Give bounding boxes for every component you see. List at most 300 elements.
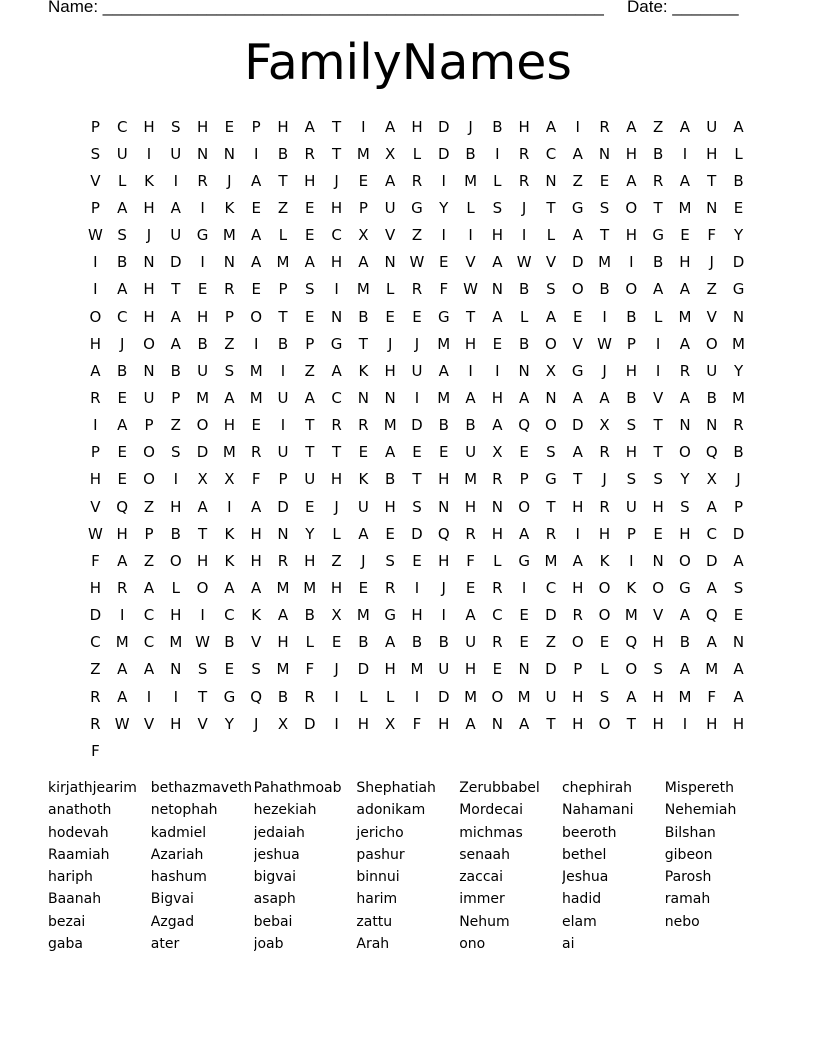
grid-letter[interactable]: A bbox=[385, 117, 396, 136]
grid-letter[interactable]: L bbox=[493, 171, 502, 190]
grid-letter[interactable]: E bbox=[492, 334, 503, 353]
grid-letter[interactable]: T bbox=[331, 443, 342, 462]
grid-letter[interactable]: V bbox=[572, 334, 583, 353]
grid-letter[interactable]: H bbox=[572, 578, 584, 597]
grid-letter[interactable]: P bbox=[144, 524, 154, 543]
grid-letter[interactable]: H bbox=[491, 226, 503, 245]
grid-letter[interactable]: K bbox=[224, 551, 235, 570]
grid-letter[interactable]: C bbox=[116, 307, 128, 326]
grid-letter[interactable]: I bbox=[146, 687, 152, 706]
grid-letter[interactable]: H bbox=[250, 551, 262, 570]
grid-letter[interactable]: H bbox=[625, 226, 637, 245]
grid-letter[interactable]: H bbox=[518, 117, 530, 136]
grid-letter[interactable]: X bbox=[277, 714, 289, 733]
grid-letter[interactable]: C bbox=[706, 524, 717, 543]
grid-letter[interactable]: B bbox=[411, 633, 423, 652]
grid-letter[interactable]: I bbox=[441, 606, 446, 625]
grid-letter[interactable]: V bbox=[90, 497, 101, 516]
grid-letter[interactable]: B bbox=[277, 334, 289, 353]
grid-letter[interactable]: I bbox=[253, 144, 259, 163]
grid-letter[interactable]: P bbox=[251, 117, 261, 136]
grid-letter[interactable]: A bbox=[117, 198, 128, 217]
grid-letter[interactable]: L bbox=[600, 660, 609, 679]
grid-letter[interactable]: I bbox=[227, 497, 232, 516]
grid-letter[interactable]: H bbox=[411, 606, 423, 625]
grid-letter[interactable]: B bbox=[465, 416, 476, 435]
grid-letter[interactable]: A bbox=[545, 307, 557, 326]
grid-letter[interactable]: R bbox=[90, 687, 101, 706]
grid-letter[interactable]: P bbox=[278, 470, 288, 489]
grid-letter[interactable]: S bbox=[171, 443, 181, 462]
grid-letter[interactable]: K bbox=[224, 198, 235, 217]
grid-letter[interactable]: S bbox=[385, 551, 395, 570]
grid-letter[interactable]: J bbox=[709, 253, 714, 272]
grid-letter[interactable]: M bbox=[222, 226, 236, 245]
grid-letter[interactable]: P bbox=[90, 443, 100, 462]
grid-letter[interactable]: H bbox=[572, 714, 584, 733]
grid-letter[interactable]: H bbox=[170, 497, 182, 516]
grid-letter[interactable]: V bbox=[197, 714, 208, 733]
grid-letter[interactable]: T bbox=[599, 226, 610, 245]
grid-letter[interactable]: A bbox=[626, 117, 637, 136]
grid-letter[interactable]: A bbox=[251, 226, 262, 245]
grid-letter[interactable]: L bbox=[734, 144, 743, 163]
grid-letter[interactable]: C bbox=[545, 578, 557, 597]
grid-letter[interactable]: P bbox=[626, 334, 636, 353]
grid-letter[interactable]: S bbox=[90, 144, 101, 163]
grid-letter[interactable]: E bbox=[465, 578, 476, 597]
grid-letter[interactable]: N bbox=[491, 280, 503, 299]
grid-letter[interactable]: S bbox=[251, 660, 261, 679]
grid-letter[interactable]: O bbox=[545, 334, 557, 353]
grid-letter[interactable]: O bbox=[571, 280, 584, 299]
grid-letter[interactable]: V bbox=[251, 633, 262, 652]
grid-letter[interactable]: H bbox=[384, 660, 396, 679]
grid-letter[interactable]: R bbox=[465, 524, 476, 543]
grid-letter[interactable]: M bbox=[276, 660, 290, 679]
grid-letter[interactable]: X bbox=[331, 606, 342, 625]
grid-letter[interactable]: V bbox=[465, 253, 476, 272]
grid-letter[interactable]: H bbox=[277, 117, 289, 136]
grid-letter[interactable]: O bbox=[545, 416, 557, 435]
grid-letter[interactable]: A bbox=[733, 687, 744, 706]
grid-letter[interactable]: I bbox=[146, 144, 152, 163]
grid-letter[interactable]: E bbox=[385, 307, 395, 326]
grid-letter[interactable]: P bbox=[90, 198, 100, 217]
grid-letter[interactable]: F bbox=[412, 714, 422, 733]
grid-letter[interactable]: T bbox=[707, 171, 717, 190]
grid-letter[interactable]: B bbox=[519, 334, 530, 353]
grid-letter[interactable]: G bbox=[330, 334, 343, 353]
grid-letter[interactable]: O bbox=[89, 307, 102, 326]
grid-letter[interactable]: N bbox=[518, 660, 530, 679]
grid-letter[interactable]: O bbox=[598, 714, 611, 733]
grid-letter[interactable]: H bbox=[143, 117, 155, 136]
grid-letter[interactable]: R bbox=[492, 470, 503, 489]
grid-letter[interactable]: M bbox=[464, 687, 478, 706]
grid-letter[interactable]: I bbox=[119, 606, 125, 625]
grid-letter[interactable]: N bbox=[732, 633, 745, 652]
grid-letter[interactable]: A bbox=[572, 443, 583, 462]
grid-letter[interactable]: H bbox=[598, 524, 611, 543]
grid-letter[interactable]: A bbox=[251, 578, 262, 597]
grid-letter[interactable]: A bbox=[117, 687, 128, 706]
grid-letter[interactable]: I bbox=[521, 578, 527, 597]
grid-letter[interactable]: R bbox=[492, 578, 503, 597]
grid-letter[interactable]: I bbox=[414, 388, 420, 407]
grid-letter[interactable]: V bbox=[143, 714, 155, 733]
grid-letter[interactable]: S bbox=[224, 361, 235, 380]
grid-letter[interactable]: J bbox=[441, 578, 446, 597]
grid-letter[interactable]: H bbox=[679, 253, 691, 272]
grid-letter[interactable]: L bbox=[385, 280, 395, 299]
grid-letter[interactable]: B bbox=[626, 307, 637, 326]
grid-letter[interactable]: B bbox=[385, 470, 396, 489]
grid-letter[interactable]: A bbox=[679, 388, 691, 407]
grid-letter[interactable]: B bbox=[358, 633, 369, 652]
grid-letter[interactable]: X bbox=[545, 361, 557, 380]
grid-letter[interactable]: T bbox=[653, 443, 663, 462]
grid-letter[interactable]: H bbox=[438, 470, 450, 489]
grid-letter[interactable]: J bbox=[227, 171, 232, 190]
grid-letter[interactable]: H bbox=[652, 687, 664, 706]
grid-letter[interactable]: X bbox=[706, 470, 717, 489]
grid-letter[interactable]: T bbox=[546, 497, 556, 516]
grid-letter[interactable]: U bbox=[411, 361, 423, 380]
grid-letter[interactable]: B bbox=[304, 606, 315, 625]
grid-letter[interactable]: S bbox=[626, 416, 637, 435]
grid-letter[interactable]: S bbox=[305, 280, 315, 299]
grid-letter[interactable]: N bbox=[357, 388, 369, 407]
grid-letter[interactable]: M bbox=[276, 253, 290, 272]
grid-letter[interactable]: M bbox=[517, 687, 531, 706]
grid-letter[interactable]: P bbox=[573, 660, 583, 679]
grid-letter[interactable]: A bbox=[492, 253, 503, 272]
grid-letter[interactable]: Q bbox=[705, 606, 718, 625]
grid-letter[interactable]: I bbox=[495, 361, 500, 380]
grid-letter[interactable]: J bbox=[521, 198, 527, 217]
grid-letter[interactable]: J bbox=[602, 361, 607, 380]
grid-letter[interactable]: B bbox=[465, 144, 476, 163]
grid-letter[interactable]: H bbox=[304, 551, 316, 570]
grid-letter[interactable]: R bbox=[90, 714, 101, 733]
grid-letter[interactable]: M bbox=[383, 416, 397, 435]
grid-letter[interactable]: M bbox=[115, 633, 129, 652]
grid-letter[interactable]: R bbox=[331, 416, 342, 435]
grid-letter[interactable]: A bbox=[679, 660, 691, 679]
grid-letter[interactable]: E bbox=[331, 633, 342, 652]
grid-letter[interactable]: D bbox=[571, 253, 584, 272]
grid-letter[interactable]: B bbox=[652, 144, 664, 163]
grid-letter[interactable]: X bbox=[599, 416, 610, 435]
grid-letter[interactable]: U bbox=[384, 198, 396, 217]
grid-letter[interactable]: T bbox=[358, 334, 368, 353]
grid-letter[interactable]: G bbox=[652, 226, 664, 245]
grid-letter[interactable]: M bbox=[678, 687, 692, 706]
grid-letter[interactable]: M bbox=[303, 578, 317, 597]
grid-letter[interactable]: L bbox=[493, 551, 502, 570]
grid-letter[interactable]: H bbox=[89, 470, 102, 489]
grid-letter[interactable]: O bbox=[143, 470, 155, 489]
grid-letter[interactable]: R bbox=[572, 606, 583, 625]
grid-letter[interactable]: B bbox=[358, 307, 369, 326]
grid-letter[interactable]: A bbox=[197, 497, 208, 516]
grid-letter[interactable]: X bbox=[197, 470, 208, 489]
grid-letter[interactable]: H bbox=[357, 714, 369, 733]
grid-letter[interactable]: F bbox=[707, 687, 717, 706]
grid-letter[interactable]: B bbox=[277, 144, 289, 163]
grid-letter[interactable]: V bbox=[545, 253, 557, 272]
grid-letter[interactable]: A bbox=[492, 416, 503, 435]
grid-letter[interactable]: G bbox=[411, 198, 423, 217]
grid-letter[interactable]: H bbox=[116, 524, 128, 543]
grid-letter[interactable]: M bbox=[678, 198, 692, 217]
grid-letter[interactable]: K bbox=[358, 470, 369, 489]
grid-letter[interactable]: D bbox=[196, 443, 209, 462]
grid-letter[interactable]: B bbox=[170, 361, 181, 380]
grid-letter[interactable]: E bbox=[439, 443, 449, 462]
grid-letter[interactable]: A bbox=[519, 524, 530, 543]
grid-letter[interactable]: H bbox=[304, 171, 316, 190]
grid-letter[interactable]: J bbox=[414, 334, 420, 353]
grid-letter[interactable]: I bbox=[575, 524, 580, 543]
grid-letter[interactable]: Z bbox=[143, 551, 155, 570]
grid-letter[interactable]: T bbox=[465, 307, 476, 326]
grid-letter[interactable]: A bbox=[733, 117, 744, 136]
grid-letter[interactable]: E bbox=[305, 497, 315, 516]
grid-letter[interactable]: B bbox=[679, 633, 691, 652]
grid-letter[interactable]: D bbox=[437, 144, 450, 163]
grid-letter[interactable]: A bbox=[358, 524, 369, 543]
grid-letter[interactable]: L bbox=[653, 307, 663, 326]
grid-letter[interactable]: A bbox=[706, 633, 717, 652]
grid-letter[interactable]: H bbox=[196, 117, 209, 136]
grid-letter[interactable]: O bbox=[491, 687, 504, 706]
grid-letter[interactable]: P bbox=[171, 388, 181, 407]
grid-letter[interactable]: N bbox=[223, 253, 235, 272]
grid-letter[interactable]: W bbox=[597, 334, 612, 353]
grid-letter[interactable]: Z bbox=[304, 361, 315, 380]
grid-letter[interactable]: E bbox=[412, 551, 422, 570]
grid-letter[interactable]: I bbox=[414, 687, 420, 706]
grid-letter[interactable]: I bbox=[441, 226, 446, 245]
grid-letter[interactable]: C bbox=[492, 606, 503, 625]
grid-letter[interactable]: Y bbox=[733, 361, 744, 380]
grid-letter[interactable]: R bbox=[90, 388, 101, 407]
grid-letter[interactable]: X bbox=[385, 714, 396, 733]
grid-letter[interactable]: C bbox=[116, 117, 128, 136]
grid-letter[interactable]: E bbox=[251, 280, 261, 299]
grid-letter[interactable]: E bbox=[358, 578, 369, 597]
grid-letter[interactable]: N bbox=[545, 171, 557, 190]
grid-letter[interactable]: D bbox=[411, 524, 423, 543]
grid-letter[interactable]: I bbox=[93, 280, 98, 299]
grid-letter[interactable]: E bbox=[733, 198, 744, 217]
grid-letter[interactable]: P bbox=[224, 307, 234, 326]
grid-letter[interactable]: B bbox=[197, 334, 208, 353]
grid-letter[interactable]: T bbox=[331, 117, 342, 136]
grid-letter[interactable]: V bbox=[706, 307, 717, 326]
grid-letter[interactable]: R bbox=[411, 280, 423, 299]
grid-letter[interactable]: I bbox=[414, 578, 420, 597]
grid-letter[interactable]: A bbox=[706, 578, 717, 597]
grid-letter[interactable]: R bbox=[358, 416, 369, 435]
grid-letter[interactable]: Z bbox=[545, 633, 557, 652]
grid-letter[interactable]: A bbox=[438, 361, 449, 380]
grid-letter[interactable]: R bbox=[304, 687, 315, 706]
grid-letter[interactable]: A bbox=[224, 578, 235, 597]
grid-letter[interactable]: S bbox=[546, 280, 556, 299]
grid-letter[interactable]: Z bbox=[90, 660, 101, 679]
grid-letter[interactable]: A bbox=[519, 714, 530, 733]
grid-letter[interactable]: E bbox=[439, 253, 449, 272]
grid-letter[interactable]: G bbox=[571, 198, 584, 217]
grid-letter[interactable]: B bbox=[519, 280, 530, 299]
grid-letter[interactable]: C bbox=[545, 144, 557, 163]
grid-letter[interactable]: T bbox=[653, 416, 663, 435]
grid-letter[interactable]: D bbox=[545, 660, 557, 679]
grid-letter[interactable]: E bbox=[385, 524, 395, 543]
grid-letter[interactable]: H bbox=[250, 524, 262, 543]
grid-letter[interactable]: N bbox=[706, 198, 718, 217]
grid-letter[interactable]: D bbox=[357, 660, 370, 679]
grid-letter[interactable]: J bbox=[387, 334, 393, 353]
grid-letter[interactable]: H bbox=[732, 714, 745, 733]
grid-letter[interactable]: A bbox=[492, 307, 503, 326]
grid-letter[interactable]: R bbox=[652, 171, 664, 190]
grid-letter[interactable]: E bbox=[573, 307, 583, 326]
grid-letter[interactable]: E bbox=[358, 171, 369, 190]
grid-letter[interactable]: Y bbox=[680, 470, 690, 489]
grid-letter[interactable]: Q bbox=[705, 443, 718, 462]
grid-letter[interactable]: I bbox=[173, 470, 178, 489]
grid-letter[interactable]: H bbox=[330, 470, 343, 489]
grid-letter[interactable]: D bbox=[89, 606, 102, 625]
grid-letter[interactable]: E bbox=[653, 524, 663, 543]
grid-letter[interactable]: E bbox=[492, 660, 503, 679]
grid-letter[interactable]: J bbox=[468, 117, 473, 136]
grid-letter[interactable]: V bbox=[90, 171, 101, 190]
grid-letter[interactable]: H bbox=[572, 497, 584, 516]
grid-letter[interactable]: L bbox=[359, 687, 368, 706]
grid-letter[interactable]: M bbox=[464, 171, 478, 190]
grid-letter[interactable]: A bbox=[626, 171, 637, 190]
grid-letter[interactable]: E bbox=[251, 416, 261, 435]
grid-letter[interactable]: H bbox=[652, 497, 664, 516]
grid-letter[interactable]: N bbox=[652, 551, 664, 570]
grid-letter[interactable]: E bbox=[251, 198, 261, 217]
grid-letter[interactable]: D bbox=[705, 551, 718, 570]
grid-letter[interactable]: A bbox=[224, 388, 235, 407]
grid-letter[interactable]: E bbox=[305, 307, 315, 326]
grid-letter[interactable]: M bbox=[705, 660, 719, 679]
grid-letter[interactable]: H bbox=[277, 633, 289, 652]
grid-letter[interactable]: P bbox=[626, 524, 636, 543]
grid-letter[interactable]: G bbox=[732, 280, 745, 299]
grid-letter[interactable]: P bbox=[305, 334, 315, 353]
grid-letter[interactable]: B bbox=[117, 361, 128, 380]
grid-letter[interactable]: A bbox=[331, 361, 342, 380]
grid-letter[interactable]: M bbox=[249, 361, 263, 380]
grid-letter[interactable]: K bbox=[358, 361, 369, 380]
grid-letter[interactable]: R bbox=[277, 551, 289, 570]
grid-letter[interactable]: Y bbox=[224, 714, 234, 733]
grid-letter[interactable]: M bbox=[356, 144, 370, 163]
grid-letter[interactable]: A bbox=[385, 443, 396, 462]
grid-letter[interactable]: A bbox=[626, 687, 637, 706]
grid-letter[interactable]: K bbox=[144, 171, 154, 190]
grid-letter[interactable]: I bbox=[655, 361, 661, 380]
grid-letter[interactable]: R bbox=[599, 497, 610, 516]
grid-letter[interactable]: U bbox=[625, 497, 637, 516]
grid-letter[interactable]: J bbox=[736, 470, 741, 489]
grid-letter[interactable]: Z bbox=[572, 171, 583, 190]
grid-letter[interactable]: H bbox=[384, 361, 396, 380]
grid-letter[interactable]: I bbox=[468, 361, 473, 380]
grid-letter[interactable]: U bbox=[465, 443, 477, 462]
grid-letter[interactable]: T bbox=[198, 687, 208, 706]
grid-letter[interactable]: S bbox=[171, 117, 181, 136]
grid-letter[interactable]: S bbox=[733, 578, 744, 597]
grid-letter[interactable]: C bbox=[331, 226, 342, 245]
grid-letter[interactable]: I bbox=[334, 687, 339, 706]
grid-letter[interactable]: H bbox=[330, 253, 343, 272]
grid-letter[interactable]: A bbox=[170, 307, 181, 326]
grid-letter[interactable]: E bbox=[680, 226, 690, 245]
grid-letter[interactable]: H bbox=[491, 524, 503, 543]
grid-letter[interactable]: Z bbox=[224, 334, 235, 353]
grid-letter[interactable]: T bbox=[573, 470, 583, 489]
grid-letter[interactable]: Q bbox=[437, 524, 450, 543]
grid-letter[interactable]: O bbox=[250, 307, 263, 326]
grid-letter[interactable]: B bbox=[652, 253, 664, 272]
grid-letter[interactable]: J bbox=[334, 171, 339, 190]
grid-letter[interactable]: T bbox=[546, 198, 556, 217]
grid-letter[interactable]: X bbox=[224, 470, 235, 489]
grid-letter[interactable]: H bbox=[464, 334, 477, 353]
grid-letter[interactable]: M bbox=[356, 280, 370, 299]
grid-letter[interactable]: G bbox=[545, 470, 557, 489]
grid-letter[interactable]: I bbox=[361, 117, 366, 136]
grid-letter[interactable]: U bbox=[116, 144, 128, 163]
grid-letter[interactable]: E bbox=[117, 470, 127, 489]
grid-letter[interactable]: B bbox=[733, 443, 744, 462]
grid-letter[interactable]: E bbox=[519, 633, 529, 652]
grid-letter[interactable]: Z bbox=[143, 497, 155, 516]
grid-letter[interactable]: A bbox=[545, 117, 557, 136]
grid-letter[interactable]: S bbox=[197, 660, 208, 679]
grid-letter[interactable]: L bbox=[171, 578, 180, 597]
grid-letter[interactable]: I bbox=[602, 307, 607, 326]
grid-letter[interactable]: Z bbox=[652, 117, 664, 136]
grid-letter[interactable]: A bbox=[733, 551, 744, 570]
grid-letter[interactable]: U bbox=[438, 660, 450, 679]
grid-letter[interactable]: T bbox=[546, 714, 556, 733]
grid-letter[interactable]: E bbox=[412, 307, 422, 326]
grid-letter[interactable]: B bbox=[277, 687, 289, 706]
grid-letter[interactable]: O bbox=[652, 578, 665, 597]
grid-letter[interactable]: A bbox=[572, 144, 583, 163]
grid-letter[interactable]: I bbox=[655, 334, 661, 353]
grid-letter[interactable]: O bbox=[571, 633, 584, 652]
grid-letter[interactable]: I bbox=[173, 687, 178, 706]
grid-letter[interactable]: J bbox=[361, 551, 366, 570]
grid-letter[interactable]: Y bbox=[733, 226, 744, 245]
grid-letter[interactable]: O bbox=[598, 578, 611, 597]
grid-letter[interactable]: D bbox=[571, 416, 584, 435]
grid-letter[interactable]: N bbox=[143, 253, 155, 272]
grid-letter[interactable]: E bbox=[224, 660, 235, 679]
